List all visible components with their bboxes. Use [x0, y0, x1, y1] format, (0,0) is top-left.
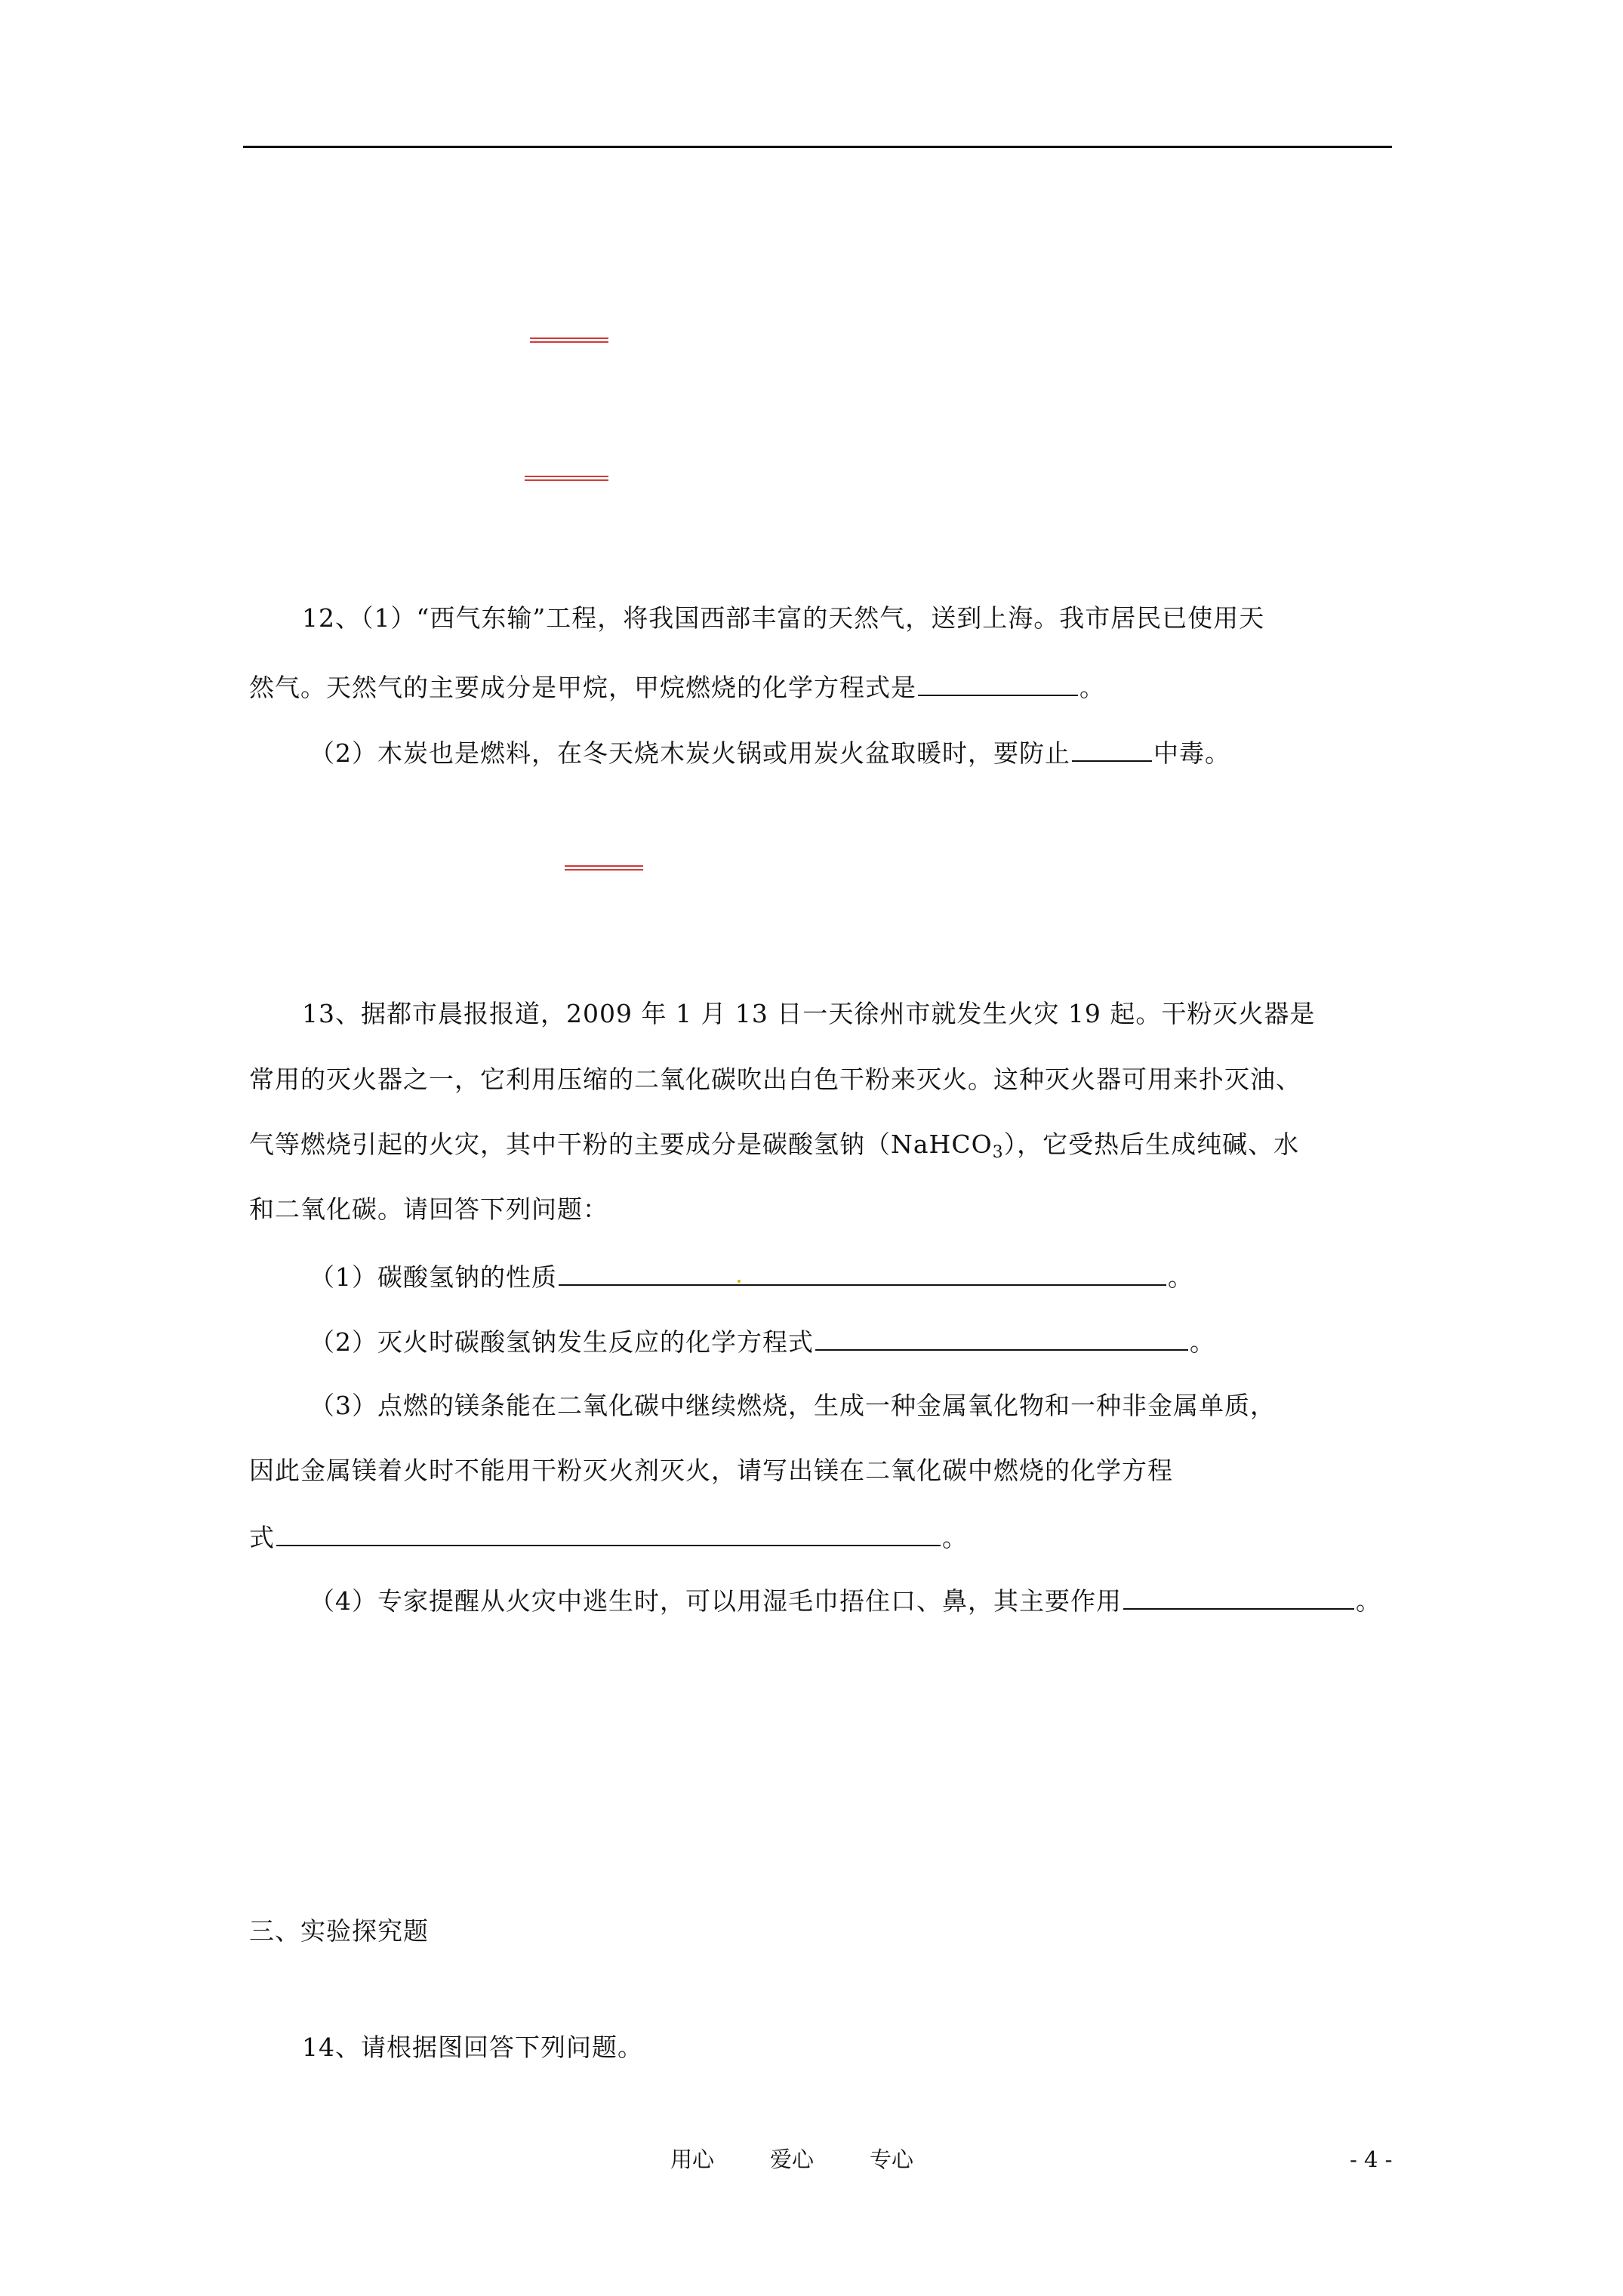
q13-part1-text: （1）碳酸氢钠的性质	[310, 1262, 557, 1292]
q12-answer-blank-1[interactable]	[918, 669, 1078, 696]
header-rule	[243, 146, 1392, 148]
q12-line2-end: 。	[1079, 673, 1105, 702]
q13-part4-end: 。	[1356, 1586, 1381, 1616]
q13-line3-text: 气等燃烧引起的火灾，其中干粉的主要成分是碳酸氢钠（NaHCO	[249, 1130, 993, 1159]
footer-motto-1: 用心	[670, 2147, 715, 2172]
q13-answer-blank-4[interactable]	[1123, 1583, 1354, 1610]
q13-part1	[310, 1259, 1193, 1294]
q12-answer-blank-2[interactable]	[1072, 735, 1152, 762]
red-mark-1	[530, 337, 608, 343]
q12-line3	[310, 735, 1230, 770]
q12-line3-text: （2）木炭也是燃料，在冬天烧木炭火锅或用炭火盆取暖时，要防止	[310, 738, 1070, 768]
q13-line2: 常用的灭火器之一，它利用压缩的二氧化碳吹出白色干粉来灭火。这种灭火器可用来扑灭油、	[249, 1065, 1301, 1094]
q12-line1: 12、（1）“西气东输”工程，将我国西部丰富的天然气，送到上海。我市居民已使用天	[302, 603, 1265, 633]
q13-part3-line3-end: 。	[942, 1523, 968, 1552]
stray-dot	[738, 1280, 741, 1283]
q12-line2-text: 然气。天然气的主要成分是甲烷，甲烷燃烧的化学方程式是	[249, 673, 916, 702]
q13-part4	[310, 1583, 1381, 1618]
q12-line3-end: 中毒。	[1153, 738, 1230, 768]
q13-answer-blank-3[interactable]	[276, 1519, 941, 1546]
q13-line3-end: ），它受热后生成纯碱、水	[1003, 1130, 1300, 1159]
q12-line2	[249, 669, 1105, 704]
q14-line1: 14、请根据图回答下列问题。	[302, 2032, 643, 2062]
q13-line3	[249, 1128, 1299, 1170]
q13-part4-text: （4）专家提醒从火灾中逃生时，可以用湿毛巾捂住口、鼻，其主要作用	[310, 1586, 1122, 1616]
q13-part1-end: 。	[1168, 1262, 1193, 1292]
q13-part3-line2: 因此金属镁着火时不能用干粉灭火剂灭火，请写出镁在二氧化碳中燃烧的化学方程	[249, 1456, 1173, 1485]
q13-part3-line3-text: 式	[249, 1523, 275, 1552]
q13-line4: 和二氧化碳。请回答下列问题：	[249, 1194, 608, 1224]
q13-answer-blank-1[interactable]	[559, 1259, 1166, 1286]
q13-answer-blank-2[interactable]	[815, 1324, 1188, 1351]
red-mark-2	[525, 476, 608, 481]
section-heading: 三、实验探究题	[249, 1916, 429, 1946]
q13-part2	[310, 1324, 1215, 1359]
q13-part3-line3	[249, 1519, 968, 1555]
q13-part2-end: 。	[1190, 1327, 1215, 1357]
q13-part2-text: （2）灭火时碳酸氢钠发生反应的化学方程式	[310, 1327, 814, 1357]
page-number: - 4 -	[1350, 2147, 1393, 2172]
q13-part3-line1: （3）点燃的镁条能在二氧化碳中继续燃烧，生成一种金属氧化物和一种非金属单质，	[310, 1391, 1276, 1420]
q13-formula-subscript: 3	[992, 1143, 1004, 1162]
footer-motto-3: 专心	[870, 2147, 914, 2172]
q13-line1: 13、据都市晨报报道，2009 年 1 月 13 日一天徐州市就发生火灾 19 起。干粉灭火器是	[302, 999, 1316, 1028]
red-mark-3	[565, 865, 643, 871]
footer-motto-2: 爱心	[770, 2147, 815, 2172]
